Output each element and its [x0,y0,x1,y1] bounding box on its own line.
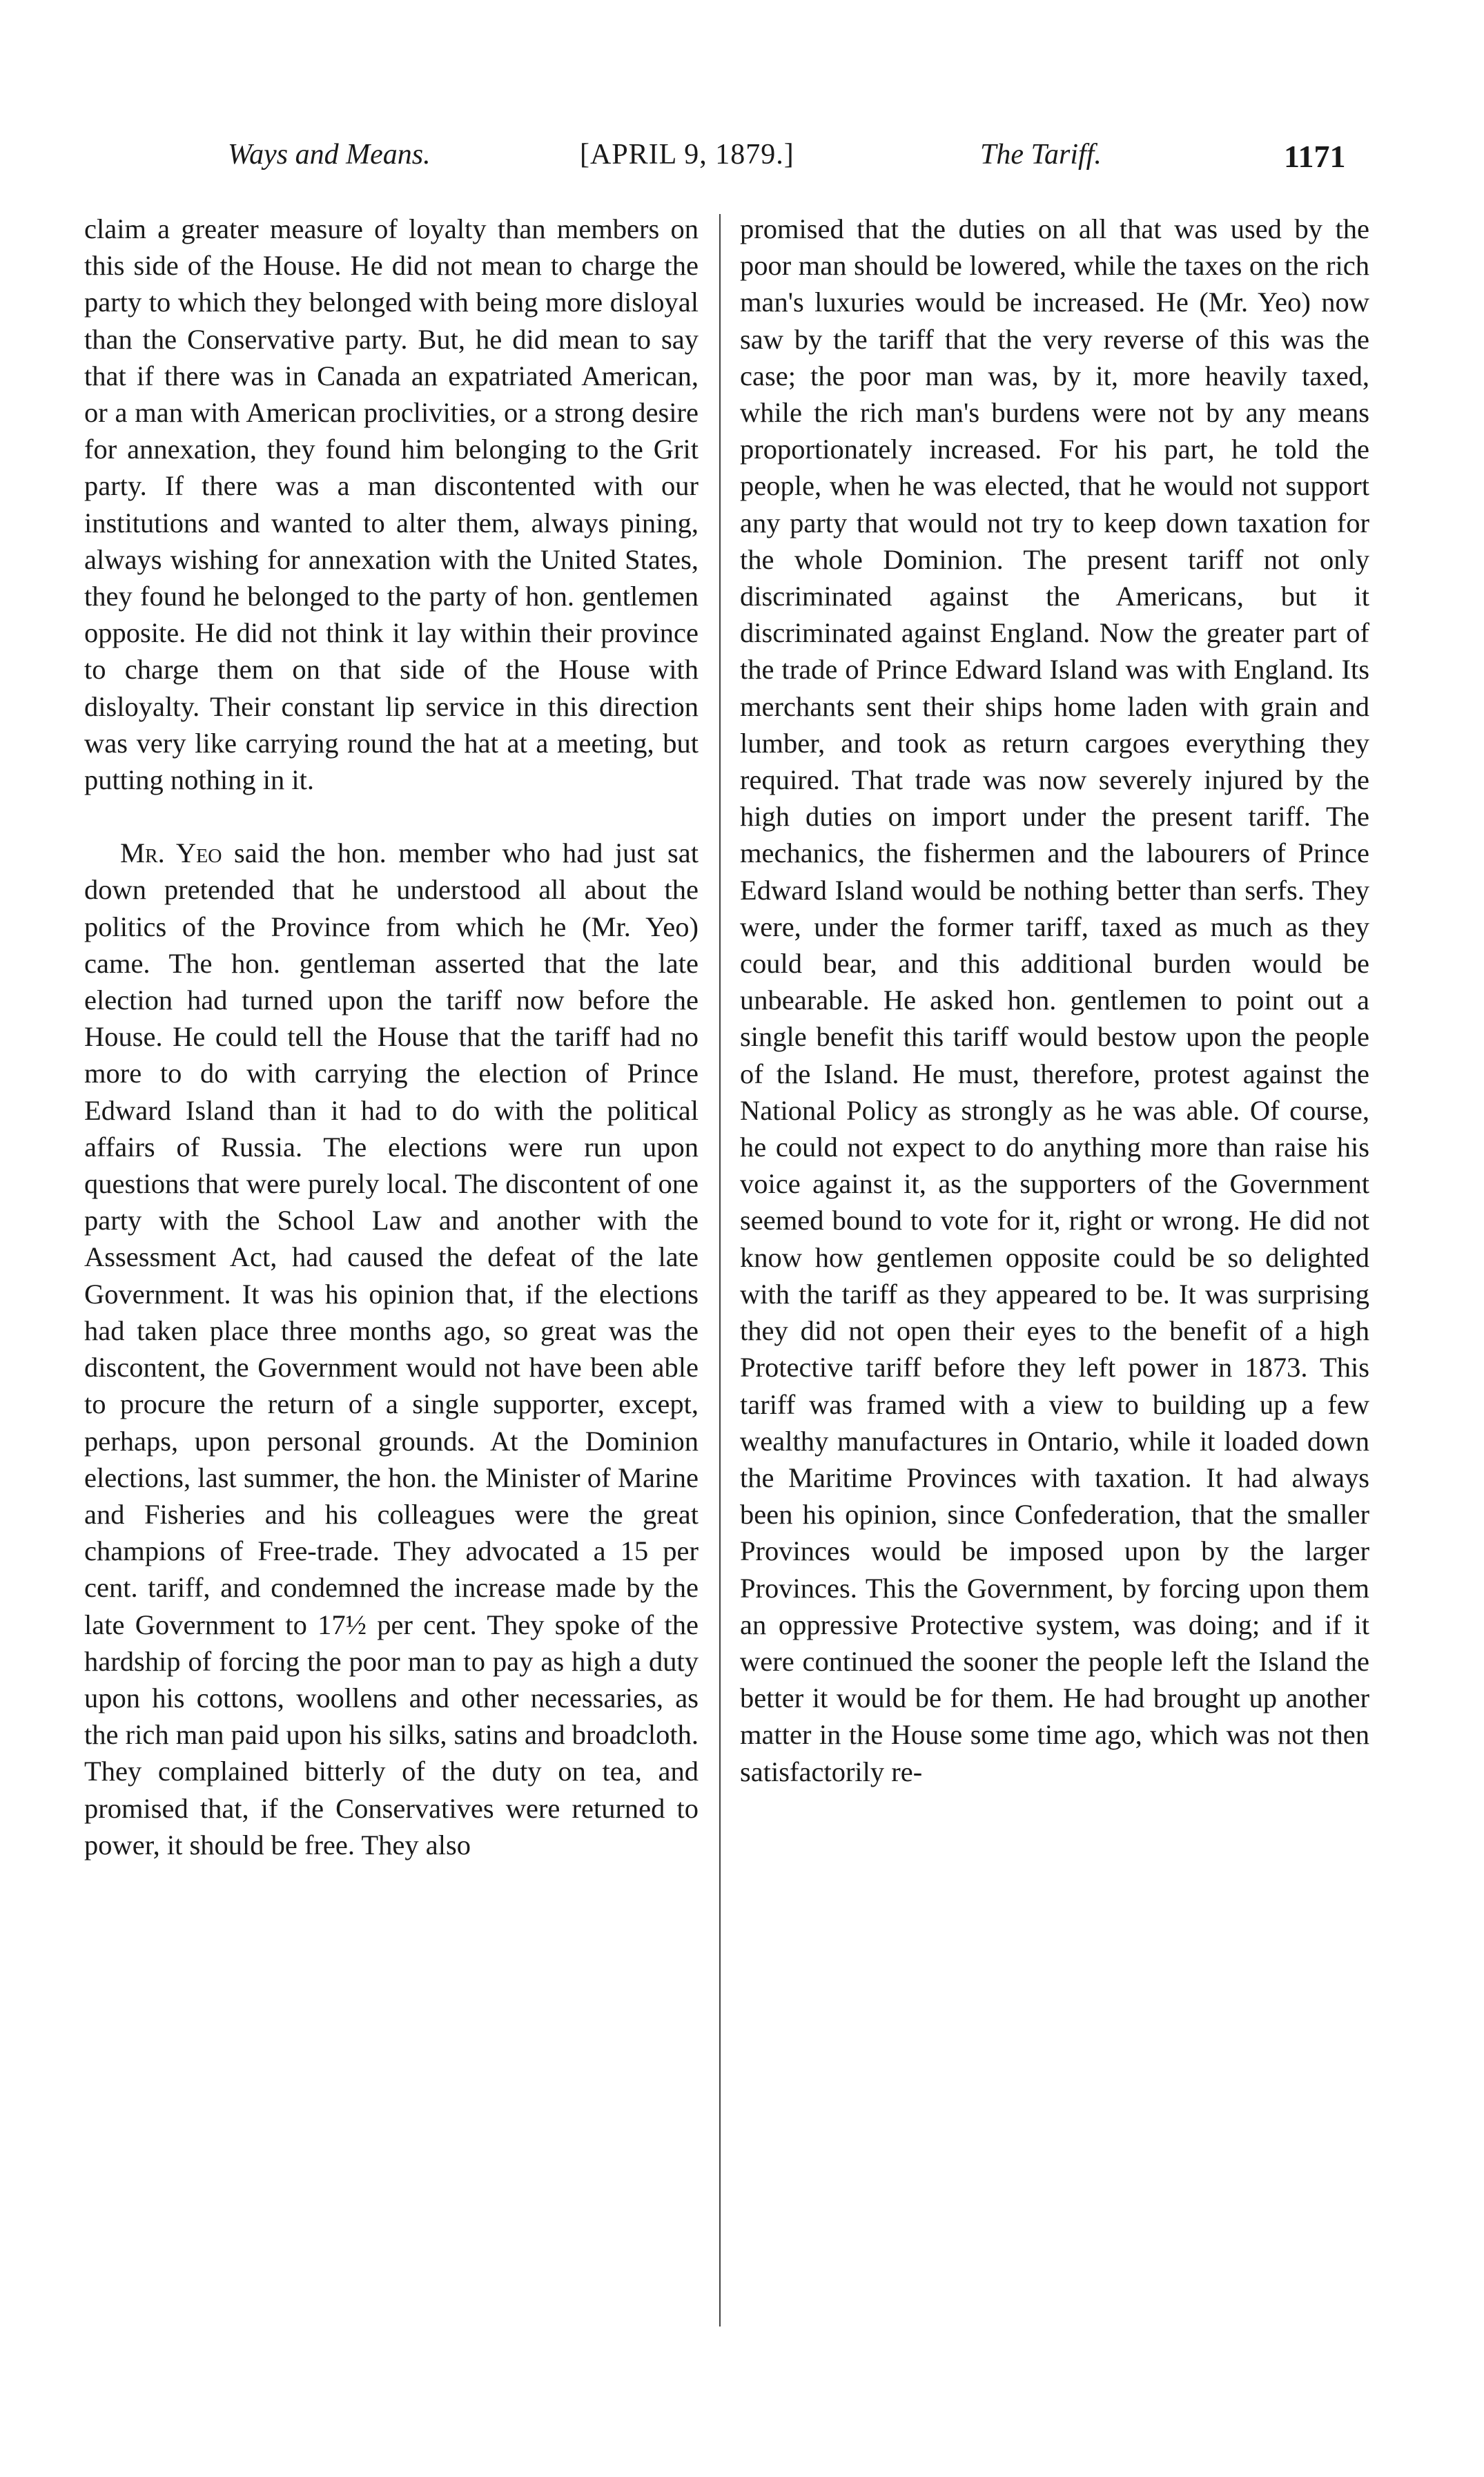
left-paragraph-2-text: said the hon. member who had just sat down pretended that he understood all about the politics of the Province from which he (Mr. Yeo) came. The hon. gentleman asserted that the late election had turned upon the tariff now before the House. He could tell the House that the tariff had no more to do with carrying the election of Prince Edward Island than it had to do with the political affairs of Russia. The elections were run upon questions that were purely local. The discontent of one party with the School Law and another with the Assessment Act, had caused the defeat of the late Government. It was his opinion that, if the elections had taken place three months ago, so great was the discontent, the Government would not have been able to procure the return of a single supporter, except, perhaps, upon personal grounds. At the Dominion elections, last summer, the hon. the Minister of Marine and Fisheries and his colleagues were the great champions of Free-trade. They advocated a 15 per cent. tariff, and condemned the increase made by the late Government to 17½ per cent. They spoke of the hardship of forcing the poor man to pay as high a duty upon his cottons, woollens and other necessaries, as the rich man paid upon his silks, satins and broadcloth. They complained bitterly of the duty on tea, and promised that, if the Conservatives were returned to power, it should be free. They also [84,837,699,1861]
header-date: [APRIL 9, 1879.] [580,139,794,171]
right-column [740,211,1369,1790]
header-topic: The Tariff. [980,139,1102,171]
speaker-name: Mr. Yeo [120,837,222,869]
column-divider [719,214,721,2327]
page-number: 1171 [1284,139,1346,174]
left-paragraph-2 [84,835,699,1863]
header-section-title: Ways and Means. [228,139,431,171]
right-paragraph-1: promised that the duties on all that was used by the poor man should be lowered, while the taxes on the rich man's luxuries would be increased. He (Mr. Yeo) now saw by the tariff that the very reverse of this was the case; the poor man was, by it, more heavily taxed, while the rich man's burdens were not by any means proportionately increased. For his part, he told the people, when he was elected, that he would not support any party that would not try to keep down taxation for the whole Dominion. The present tariff not only discriminated against the Americans, but it discriminated against England. Now the greater part of the trade of Prince Edward Island was with England. Its merchants sent their ships home laden with grain and lumber, and took as return cargoes everything they required. That trade was now severely injured by the high duties on import under the present tariff. The mechanics, the fishermen and the labourers of Prince Edward Island would be nothing better than serfs. They were, under the former tariff, taxed as much as they could bear, and this additional burden would be unbearable. He asked hon. gentlemen to point out a single benefit this tariff would bestow upon the people of the Island. He must, therefore, protest against the National Policy as strongly as he was able. Of course, he could not expect to do anything more than raise his voice against it, as the supporters of the Government seemed bound to vote for it, right or wrong. He did not know how gentlemen opposite could be so delighted with the tariff as they appeared to be. It was surprising they did not open their eyes to the benefit of a high Protective tariff before they left power in 1873. This tariff was framed with a view to building up a few wealthy manufactures in Ontario, while it loaded down the Maritime Provinces with taxation. It had always been his opinion, since Confederation, that the smaller Provinces would be imposed upon by the larger Provinces. This the Government, by forcing upon them an oppressive Protective system, was doing; and if it were continued the sooner the people left the Island the better it would be for them. He had brought up another matter in the House some time ago, which was not then satisfactorily re- [740,213,1369,1787]
left-column [84,211,699,1863]
left-paragraph-1: claim a greater measure of loyalty than members on this side of the House. He did not mean to charge the party to which they belonged with being more disloyal than the Conservative party. But, he did mean to say that if there was in Canada an expatriated American, or a man with American proclivities, or a strong desire for annexation, they found him belonging to the Grit party. If there was a man discontented with our institutions and wanted to alter them, always pining, always wishing for annexation with the United States, they found he belonged to the party of hon. gentlemen opposite. He did not think it lay within their province to charge them on that side of the House with disloyalty. Their constant lip service in this direction was very like carrying round the hat at a meeting, but putting nothing in it. [84,213,699,796]
running-header [173,138,1374,186]
